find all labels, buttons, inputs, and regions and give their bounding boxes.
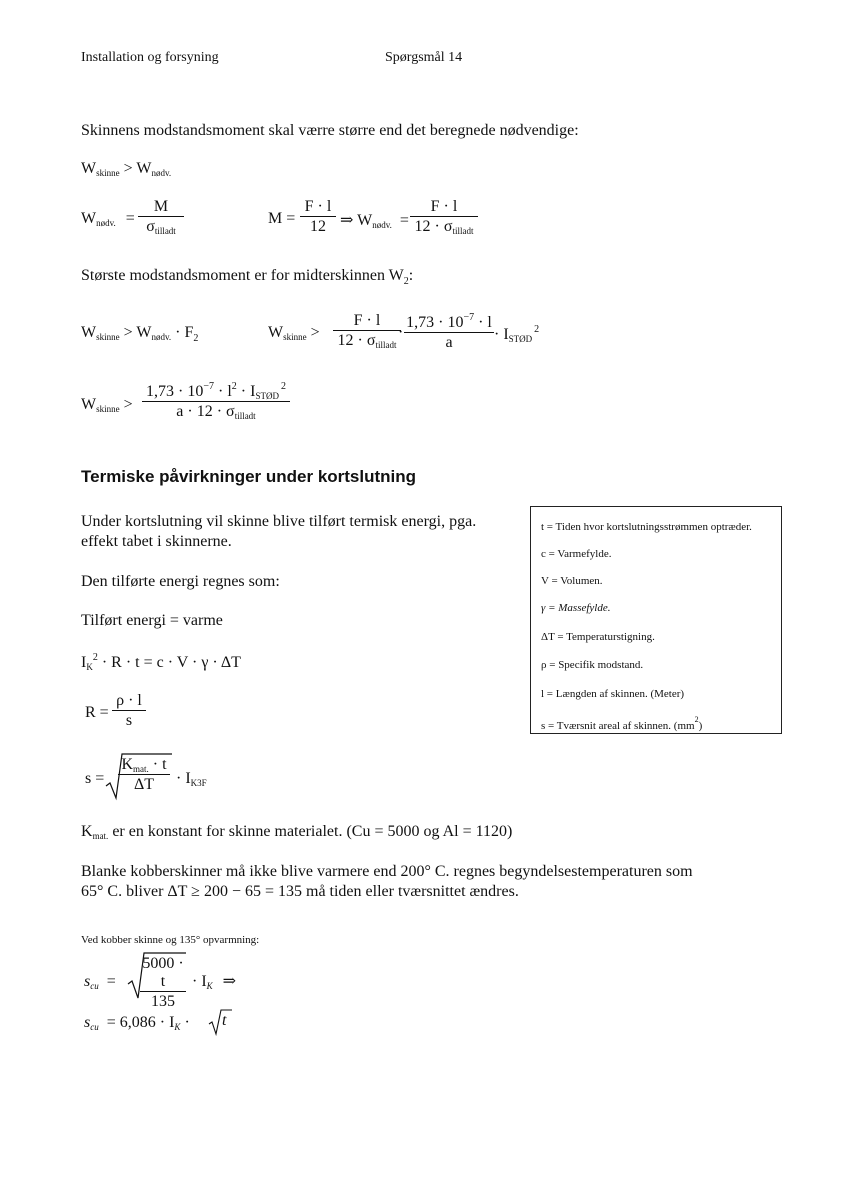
blanke-line2: 65° C. bliver ΔT ≥ 200 − 65 = 135 må tiden eller tværsnittet ændres. xyxy=(81,883,519,900)
legend-item-c: c = Varmefylde. xyxy=(541,548,612,560)
inequality-2: $W_{skinne} > W_{nødv.} \cdot F_2$ xyxy=(81,324,199,344)
para1-line1: Under kortslutning vil skinne blive tilført termisk energi, pga. xyxy=(81,513,477,530)
fraction-fl-12: $\frac{F \cdot l}{12}$ xyxy=(300,198,336,236)
fraction-final-w: $1,73 \cdot 10^{-7} \cdot l^2 \cdot I_{STØD}^2$ $a \cdot 12 \cdot \sigma_{tilladt}$ xyxy=(142,381,290,421)
energy-equation: $I_K^2 \cdot R \cdot t = c \cdot V \cdot \gamma \cdot \Delta T$ xyxy=(81,652,241,672)
section-title: Termiske påvirkninger under kortslutning xyxy=(81,467,417,486)
fraction-fl-12sigma-2: F · l $12 \cdot \sigma_{tilladt}$ xyxy=(333,312,401,350)
para1-line2: effekt tabet i skinnerne. xyxy=(81,533,232,550)
i-k3f-term: · $I_{K3F}$ xyxy=(176,770,207,788)
legend-item-rho: ρ = Specifik modstand. xyxy=(541,659,644,671)
legend-item-t: t = Tiden hvor kortslutningsstrømmen optræder. xyxy=(541,521,752,533)
fraction-kmat-t-dt: $K_{mat.} \cdot t$ ΔT xyxy=(118,756,170,794)
header-right: Spørgsmål 14 xyxy=(385,50,463,65)
dot-sign: · xyxy=(398,324,404,341)
legend-box xyxy=(530,506,782,734)
scu-label: $s_{cu}$ = xyxy=(84,973,116,991)
wskinne-label-2: $W_{skinne}$ > xyxy=(81,396,133,414)
para3: Tilført energi = varme xyxy=(81,612,223,629)
ik-arrow-term: · $I_K$ ⇒ xyxy=(192,973,237,991)
kmat-text: $K_{mat.}$ er en konstant for skinne materialet. (Cu = 5000 og Al = 1120) xyxy=(81,823,513,841)
r-label: R = xyxy=(85,704,109,721)
header-left: Installation og forsyning xyxy=(81,50,219,65)
inequality-1: $W_{skinne} > W_{nødv.}$ xyxy=(81,160,172,178)
legend-item-l: l = Længden af skinnen. (Meter) xyxy=(541,688,685,700)
blanke-line1: Blanke kobberskinner må ikke blive varmere end 200° C. regnes begyndelsestemperaturen som xyxy=(81,863,693,880)
s-label: s = xyxy=(85,770,105,787)
i-stod-term: · $I_{STØD}^2$ xyxy=(494,324,540,344)
intro-text: Skinnens modstandsmoment skal værre større end det beregnede nødvendige: xyxy=(81,122,579,139)
wskinne-label: $W_{skinne}$ > xyxy=(268,324,320,342)
fraction-rho-l-s: $\frac{\rho \cdot l}{s}$ xyxy=(112,692,146,730)
para2: Den tilførte energi regnes som: xyxy=(81,573,280,590)
copper-caption: Ved kobber skinne og 135° opvarmning: xyxy=(81,934,260,946)
largest-text: Største modstandsmoment er for midterskinnen $W_2$: xyxy=(81,267,414,287)
wnodv-label: $W_{nødv.}$ = xyxy=(81,210,135,228)
legend-item-dt: ΔT = Temperaturstigning. xyxy=(541,631,655,643)
fraction-m-sigma: M $\sigma_{tilladt}$ xyxy=(138,198,184,236)
sqrt-sign-t xyxy=(208,1008,234,1036)
m-label: M = xyxy=(268,210,296,227)
scu-result: $s_{cu} = 6,086 \cdot I_K$ · xyxy=(84,1014,190,1032)
fraction-fl-12sigma: F · l $12 \cdot \sigma_{tilladt}$ xyxy=(410,198,478,236)
legend-item-v: V = Volumen. xyxy=(541,575,603,587)
sqrt-t-value: t xyxy=(222,1012,227,1029)
fraction-5000t-135: $\frac{5000 \cdot t}{135}$ xyxy=(140,955,186,1011)
legend-item-gamma: γ = Massefylde. xyxy=(541,602,611,614)
legend-item-s: s = Tværsnit areal af skinnen. $(mm^2)$ xyxy=(541,715,703,732)
fraction-coef-a: $\frac{1,73 \cdot 10^{-7} \cdot l}{a}$ xyxy=(404,312,494,352)
implies-wnodv: ⇒ $W_{nødv.}$ = xyxy=(340,212,409,230)
